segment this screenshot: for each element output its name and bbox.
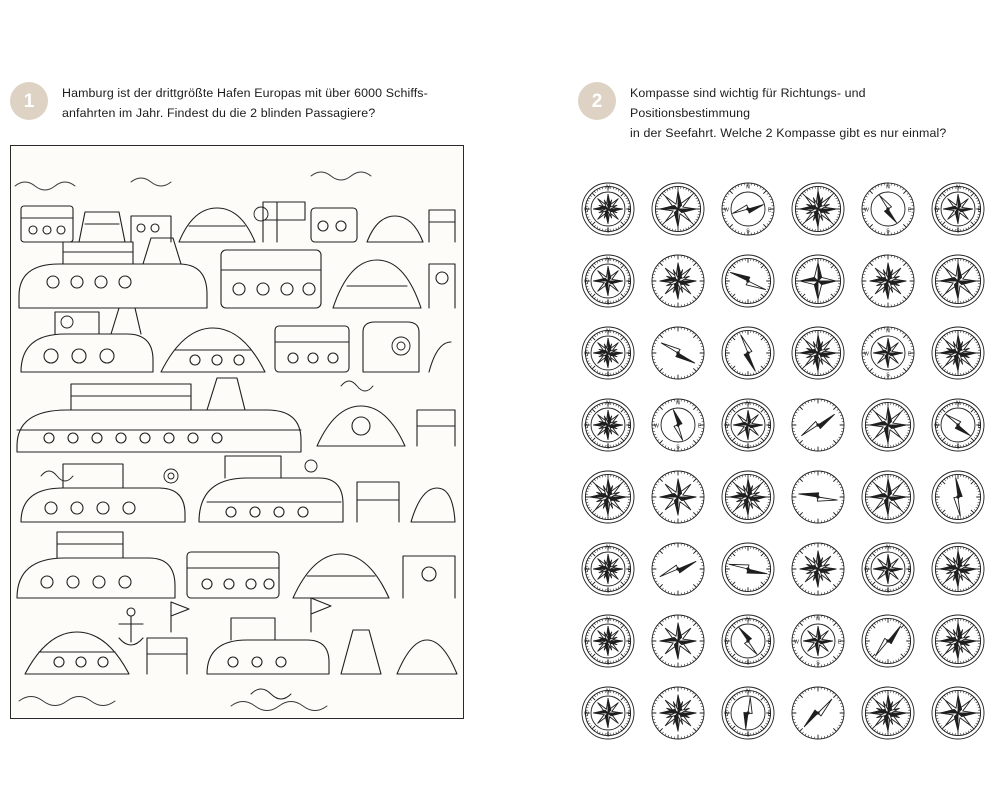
compass-rose-icon bbox=[648, 467, 708, 527]
compass-cardinal-label: S bbox=[746, 660, 750, 667]
compass-cardinal-label: W bbox=[724, 711, 729, 718]
compass-rose-icon bbox=[858, 395, 918, 455]
compass-cardinal-label: S bbox=[606, 372, 610, 379]
compass-item bbox=[648, 251, 708, 311]
compass-rose-icon bbox=[718, 467, 778, 527]
compass-cardinal-label: S bbox=[956, 444, 960, 451]
compass-cardinal-label: E bbox=[977, 423, 982, 430]
compass-cardinal-label: N bbox=[676, 400, 680, 407]
compass-item bbox=[578, 395, 638, 455]
compass-cardinal-label: N bbox=[956, 184, 960, 191]
compass-item bbox=[578, 323, 638, 383]
compass-item bbox=[858, 251, 918, 311]
compass-cardinal-label: W bbox=[724, 207, 729, 214]
compass-cardinal-label: N bbox=[886, 184, 890, 191]
task-2-column bbox=[500, 0, 1000, 800]
compass-item bbox=[718, 395, 778, 455]
compass-cardinal-label: W bbox=[864, 207, 869, 214]
compass-cardinal-label: N bbox=[606, 256, 610, 263]
compass-cardinal-label: S bbox=[606, 228, 610, 235]
compass-cardinal-label: S bbox=[746, 732, 750, 739]
compass-cardinal-label: W bbox=[724, 639, 729, 646]
compass-item bbox=[788, 251, 848, 311]
compass-rose-icon bbox=[858, 611, 918, 671]
compass-rose-icon bbox=[788, 539, 848, 599]
compass-cardinal-label: W bbox=[584, 423, 589, 430]
compass-item bbox=[858, 179, 918, 239]
compass-rose-icon bbox=[928, 467, 988, 527]
compass-rose-icon bbox=[788, 251, 848, 311]
compass-item bbox=[718, 611, 778, 671]
compass-item bbox=[788, 539, 848, 599]
compass-rose-icon bbox=[578, 611, 638, 671]
compass-rose-icon bbox=[648, 179, 708, 239]
compass-cardinal-label: N bbox=[886, 544, 890, 551]
compass-cardinal-label: S bbox=[606, 444, 610, 451]
compass-item bbox=[648, 323, 708, 383]
compass-item bbox=[858, 395, 918, 455]
compass-item bbox=[928, 395, 988, 455]
compass-cardinal-label: E bbox=[697, 423, 702, 430]
compass-cardinal-label: E bbox=[627, 639, 632, 646]
harbour-illustration-frame bbox=[10, 145, 464, 719]
compass-rose-icon bbox=[718, 323, 778, 383]
compass-item bbox=[648, 611, 708, 671]
compass-cardinal-label: S bbox=[606, 588, 610, 595]
compass-grid bbox=[578, 179, 982, 739]
compass-item bbox=[858, 539, 918, 599]
compass-cardinal-label: S bbox=[746, 444, 750, 451]
compass-cardinal-label: S bbox=[816, 660, 820, 667]
compass-rose-icon bbox=[788, 467, 848, 527]
compass-item bbox=[788, 683, 848, 743]
compass-cardinal-label: W bbox=[934, 423, 939, 430]
compass-cardinal-label: E bbox=[627, 711, 632, 718]
compass-cardinal-label: S bbox=[746, 228, 750, 235]
compass-item bbox=[788, 611, 848, 671]
compass-rose-icon bbox=[648, 323, 708, 383]
compass-item bbox=[578, 539, 638, 599]
compass-cardinal-label: W bbox=[584, 351, 589, 358]
compass-cardinal-label: W bbox=[794, 639, 799, 646]
compass-rose-icon bbox=[648, 611, 708, 671]
compass-item bbox=[648, 395, 708, 455]
compass-cardinal-label: S bbox=[956, 228, 960, 235]
compass-rose-icon bbox=[858, 323, 918, 383]
compass-rose-icon bbox=[648, 683, 708, 743]
compass-item bbox=[718, 251, 778, 311]
task-1-header bbox=[10, 80, 474, 123]
compass-item bbox=[788, 323, 848, 383]
compass-item bbox=[928, 611, 988, 671]
compass-item bbox=[858, 611, 918, 671]
compass-cardinal-label: E bbox=[627, 207, 632, 214]
compass-item bbox=[718, 683, 778, 743]
compass-cardinal-label: E bbox=[767, 711, 772, 718]
compass-rose-icon bbox=[718, 683, 778, 743]
compass-rose-icon bbox=[928, 395, 988, 455]
compass-cardinal-label: W bbox=[584, 639, 589, 646]
compass-cardinal-label: N bbox=[886, 328, 890, 335]
compass-item bbox=[578, 179, 638, 239]
compass-rose-icon bbox=[928, 683, 988, 743]
compass-item bbox=[718, 467, 778, 527]
compass-rose-icon bbox=[858, 683, 918, 743]
compass-cardinal-label: S bbox=[606, 660, 610, 667]
compass-item bbox=[648, 539, 708, 599]
compass-item bbox=[928, 539, 988, 599]
compass-rose-icon bbox=[578, 683, 638, 743]
compass-cardinal-label: E bbox=[907, 567, 912, 574]
compass-item bbox=[648, 683, 708, 743]
compass-cardinal-label: N bbox=[606, 616, 610, 623]
compass-rose-icon bbox=[928, 323, 988, 383]
compass-item bbox=[578, 683, 638, 743]
compass-rose-icon bbox=[788, 179, 848, 239]
compass-cardinal-label: W bbox=[724, 423, 729, 430]
compass-cardinal-label: W bbox=[584, 711, 589, 718]
compass-rose-icon bbox=[928, 251, 988, 311]
compass-cardinal-label: S bbox=[886, 228, 890, 235]
compass-cardinal-label: S bbox=[676, 444, 680, 451]
compass-item bbox=[788, 395, 848, 455]
compass-cardinal-label: S bbox=[606, 300, 610, 307]
harbour-ships-doodle-icon bbox=[11, 146, 463, 718]
compass-cardinal-label: W bbox=[864, 351, 869, 358]
compass-rose-icon bbox=[858, 251, 918, 311]
compass-rose-icon bbox=[718, 539, 778, 599]
compass-item bbox=[788, 179, 848, 239]
compass-rose-icon bbox=[578, 323, 638, 383]
compass-cardinal-label: W bbox=[934, 207, 939, 214]
compass-rose-icon bbox=[578, 179, 638, 239]
compass-cardinal-label: E bbox=[627, 423, 632, 430]
compass-item bbox=[718, 539, 778, 599]
compass-cardinal-label: N bbox=[746, 688, 750, 695]
compass-rose-icon bbox=[928, 539, 988, 599]
compass-rose-icon bbox=[788, 395, 848, 455]
compass-cardinal-label: W bbox=[654, 423, 659, 430]
compass-rose-icon bbox=[578, 251, 638, 311]
task-2-line-2: in der Seefahrt. Welche 2 Kompasse gibt es nur einmal? bbox=[630, 126, 947, 141]
compass-item bbox=[928, 683, 988, 743]
compass-rose-icon bbox=[928, 611, 988, 671]
task-2-line-1: Kompasse sind wichtig für Richtungs- und Positionsbestimmung bbox=[630, 86, 866, 121]
compass-rose-icon bbox=[928, 179, 988, 239]
compass-item bbox=[718, 323, 778, 383]
compass-rose-icon bbox=[578, 467, 638, 527]
compass-item bbox=[648, 179, 708, 239]
compass-rose-icon bbox=[858, 179, 918, 239]
compass-cardinal-label: E bbox=[977, 207, 982, 214]
compass-cardinal-label: E bbox=[837, 639, 842, 646]
compass-rose-icon bbox=[648, 251, 708, 311]
compass-cardinal-label: E bbox=[627, 279, 632, 286]
compass-cardinal-label: E bbox=[907, 351, 912, 358]
compass-rose-icon bbox=[788, 323, 848, 383]
compass-rose-icon bbox=[858, 467, 918, 527]
task-1-line-1: Hamburg ist der drittgrößte Hafen Europas mit über 6000 Schiffs- bbox=[62, 86, 428, 100]
compass-item bbox=[788, 467, 848, 527]
compass-rose-icon bbox=[858, 539, 918, 599]
compass-cardinal-label: N bbox=[746, 184, 750, 191]
compass-cardinal-label: E bbox=[767, 639, 772, 646]
compass-item bbox=[928, 251, 988, 311]
compass-cardinal-label: E bbox=[907, 207, 912, 214]
compass-cardinal-label: S bbox=[886, 588, 890, 595]
compass-rose-icon bbox=[578, 539, 638, 599]
compass-rose-icon bbox=[648, 395, 708, 455]
compass-item bbox=[648, 467, 708, 527]
compass-cardinal-label: N bbox=[746, 400, 750, 407]
compass-cardinal-label: N bbox=[606, 544, 610, 551]
compass-item bbox=[858, 467, 918, 527]
compass-cardinal-label: N bbox=[606, 688, 610, 695]
compass-cardinal-label: E bbox=[627, 567, 632, 574]
compass-cardinal-label: W bbox=[584, 279, 589, 286]
task-1-number-badge: 1 bbox=[10, 82, 48, 120]
compass-cardinal-label: S bbox=[606, 732, 610, 739]
compass-cardinal-label: W bbox=[864, 567, 869, 574]
compass-cardinal-label: W bbox=[584, 567, 589, 574]
compass-rose-icon bbox=[718, 395, 778, 455]
compass-rose-icon bbox=[648, 539, 708, 599]
compass-item bbox=[928, 467, 988, 527]
compass-cardinal-label: E bbox=[627, 351, 632, 358]
task-1-line-2: anfahrten im Jahr. Findest du die 2 blinden Passagiere? bbox=[62, 106, 376, 121]
compass-rose-icon bbox=[718, 179, 778, 239]
compass-item bbox=[578, 251, 638, 311]
compass-rose-icon bbox=[788, 611, 848, 671]
task-2-number-badge: 2 bbox=[578, 82, 616, 120]
compass-item bbox=[578, 611, 638, 671]
compass-item bbox=[858, 683, 918, 743]
compass-rose-icon bbox=[718, 611, 778, 671]
task-1-instructions bbox=[62, 80, 428, 123]
compass-item bbox=[928, 179, 988, 239]
compass-rose-icon bbox=[788, 683, 848, 743]
compass-rose-icon bbox=[718, 251, 778, 311]
compass-cardinal-label: S bbox=[886, 372, 890, 379]
compass-cardinal-label: N bbox=[606, 400, 610, 407]
compass-item bbox=[718, 179, 778, 239]
compass-cardinal-label: N bbox=[606, 184, 610, 191]
compass-cardinal-label: N bbox=[746, 616, 750, 623]
task-2-instructions bbox=[630, 80, 970, 143]
compass-cardinal-label: N bbox=[956, 400, 960, 407]
compass-cardinal-label: N bbox=[606, 328, 610, 335]
compass-cardinal-label: E bbox=[767, 423, 772, 430]
compass-cardinal-label: W bbox=[584, 207, 589, 214]
compass-rose-icon bbox=[578, 395, 638, 455]
compass-item bbox=[858, 323, 918, 383]
compass-item bbox=[578, 467, 638, 527]
compass-item bbox=[928, 323, 988, 383]
compass-cardinal-label: E bbox=[767, 207, 772, 214]
compass-cardinal-label: N bbox=[816, 616, 820, 623]
task-2-header bbox=[578, 80, 970, 143]
